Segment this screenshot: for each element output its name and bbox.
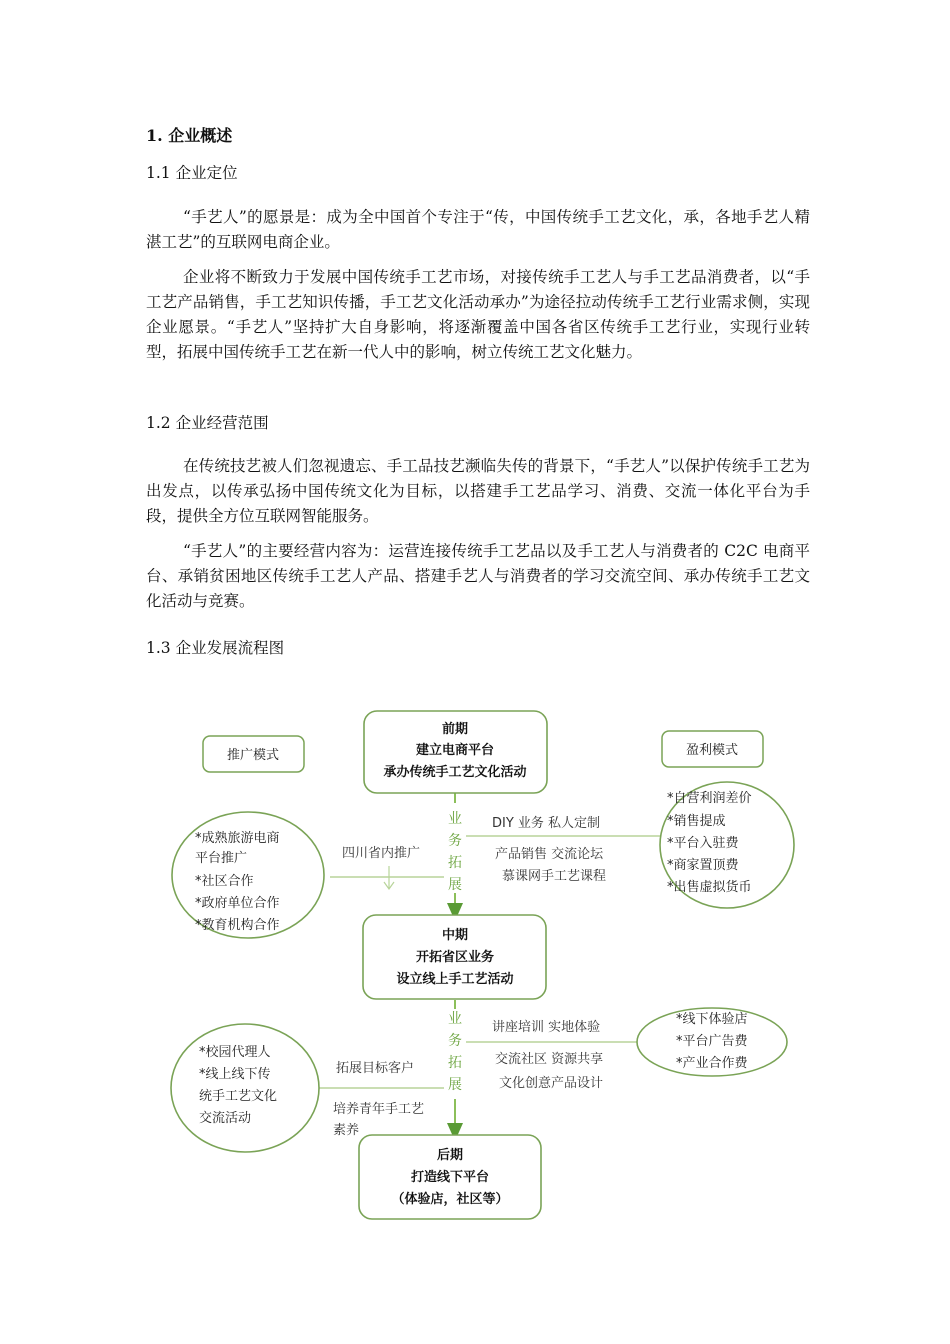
expand-char-1: 业: [448, 811, 462, 827]
label-cultivate-youth-2: 素养: [333, 1123, 360, 1138]
early-stage-line2: 承办传统手工艺文化活动: [383, 765, 527, 780]
promo2-line3: 统手工艺文化: [199, 1089, 278, 1104]
expand-char-6: 务: [448, 1033, 462, 1049]
expand-char-7: 拓: [448, 1055, 462, 1071]
middle-stage-line2: 设立线上手工艺活动: [396, 972, 514, 987]
profit2-line3: *产业合作费: [676, 1056, 748, 1071]
late-stage-title: 后期: [436, 1148, 464, 1163]
profit2-line2: *平台广告费: [676, 1034, 748, 1049]
label-mooc-courses: 慕课网手工艺课程: [502, 869, 607, 884]
paragraph-main-business: “手艺人”的主要经营内容为：运营连接传统手工艺品以及手工艺人与消费者的 C2C 电商平台、承销贫困地区传统手工艺人产品、搭建手艺人与消费者的学习交流空间、承办传统手工艺文化活动与竞赛。: [146, 542, 810, 610]
profit1-line4: *商家置顶费: [667, 858, 739, 873]
paragraph-vision: “手艺人”的愿景是：成为全中国首个专注于“传，中国传统手工艺文化，承，各地手艺人精湛工艺”的互联网电商企业。: [146, 208, 810, 251]
paragraph-background: 在传统技艺被人们忽视遗忘、手工品技艺濒临失传的背景下，“手艺人”以保护传统手工艺为出发点，以传承弘扬中国传统文化为目标，以搭建手工艺品学习、消费、交流一体化平台为手段，提供全方位互联网智能服务。: [146, 457, 810, 525]
heading-business-scope: 1.2 企业经营范围: [146, 414, 269, 432]
profit1-line3: *平台入驻费: [667, 836, 739, 851]
heading-positioning: 1.1 企业定位: [146, 164, 238, 182]
profit2-line1: *线下体验店: [676, 1012, 748, 1027]
label-diy-custom: DIY 业务 私人定制: [492, 816, 601, 831]
early-stage-line1: 建立电商平台: [415, 743, 495, 758]
late-stage-line2: （体验店，社区等）: [391, 1192, 509, 1207]
profit1-line2: *销售提成: [667, 814, 726, 829]
promo1-line5: *教育机构合作: [195, 918, 280, 933]
promo1-line3: *社区合作: [195, 874, 254, 889]
heading-enterprise-overview: 1. 企业概述: [146, 126, 233, 145]
promo1-line2: 平台推广: [195, 851, 248, 866]
promo1-line1: *成熟旅游电商: [195, 831, 280, 846]
expand-char-5: 业: [448, 1011, 462, 1027]
profit1-line1: *自营利润差价: [667, 791, 752, 806]
late-stage-line1: 打造线下平台: [410, 1170, 490, 1185]
middle-stage-title: 中期: [441, 928, 469, 943]
profit1-line5: *出售虚拟货币: [667, 880, 752, 895]
promo-mode-label: 推广模式: [226, 748, 280, 763]
label-sichuan-promotion: 四川省内推广: [342, 846, 421, 861]
promo2-line2: *线上线下传: [199, 1067, 271, 1082]
label-sales-forum: 产品销售 交流论坛: [495, 847, 604, 862]
label-lecture-experience: 讲座培训 实地体验: [492, 1020, 601, 1035]
early-stage-title: 前期: [441, 722, 469, 737]
label-cultivate-youth-1: 培养青年手工艺: [333, 1102, 425, 1117]
promo2-line1: *校园代理人: [199, 1045, 271, 1060]
expand-char-8: 展: [448, 1077, 462, 1093]
promo2-line4: 交流活动: [199, 1111, 252, 1126]
label-expand-target-customers: 拓展目标客户: [336, 1061, 415, 1076]
heading-flowchart: 1.3 企业发展流程图: [146, 639, 285, 657]
expand-char-3: 拓: [448, 855, 462, 871]
profit-mode-label: 盈利模式: [685, 743, 739, 758]
expand-char-2: 务: [448, 833, 462, 849]
label-community-sharing: 交流社区 资源共享: [495, 1052, 604, 1067]
expand-char-4: 展: [448, 877, 462, 893]
promo1-line4: *政府单位合作: [195, 896, 280, 911]
label-creative-design: 文化创意产品设计: [499, 1076, 604, 1091]
promo-circle-2: [171, 1024, 319, 1152]
middle-stage-line1: 开拓省区业务: [415, 950, 495, 965]
paragraph-mission: 企业将不断致力于发展中国传统手工艺市场，对接传统手工艺人与手工艺品消费者，以“手工艺产品销售，手工艺知识传播，手工艺文化活动承办”为途径拉动传统手工艺行业需求侧，实现企业愿景。“手艺人”坚持扩大自身影响，将逐渐覆盖中国各省区传统手工艺行业，实现行业转型，拓展中国传统手工艺在新一代人中的影响，树立传统工艺文化魅力。: [146, 268, 810, 361]
